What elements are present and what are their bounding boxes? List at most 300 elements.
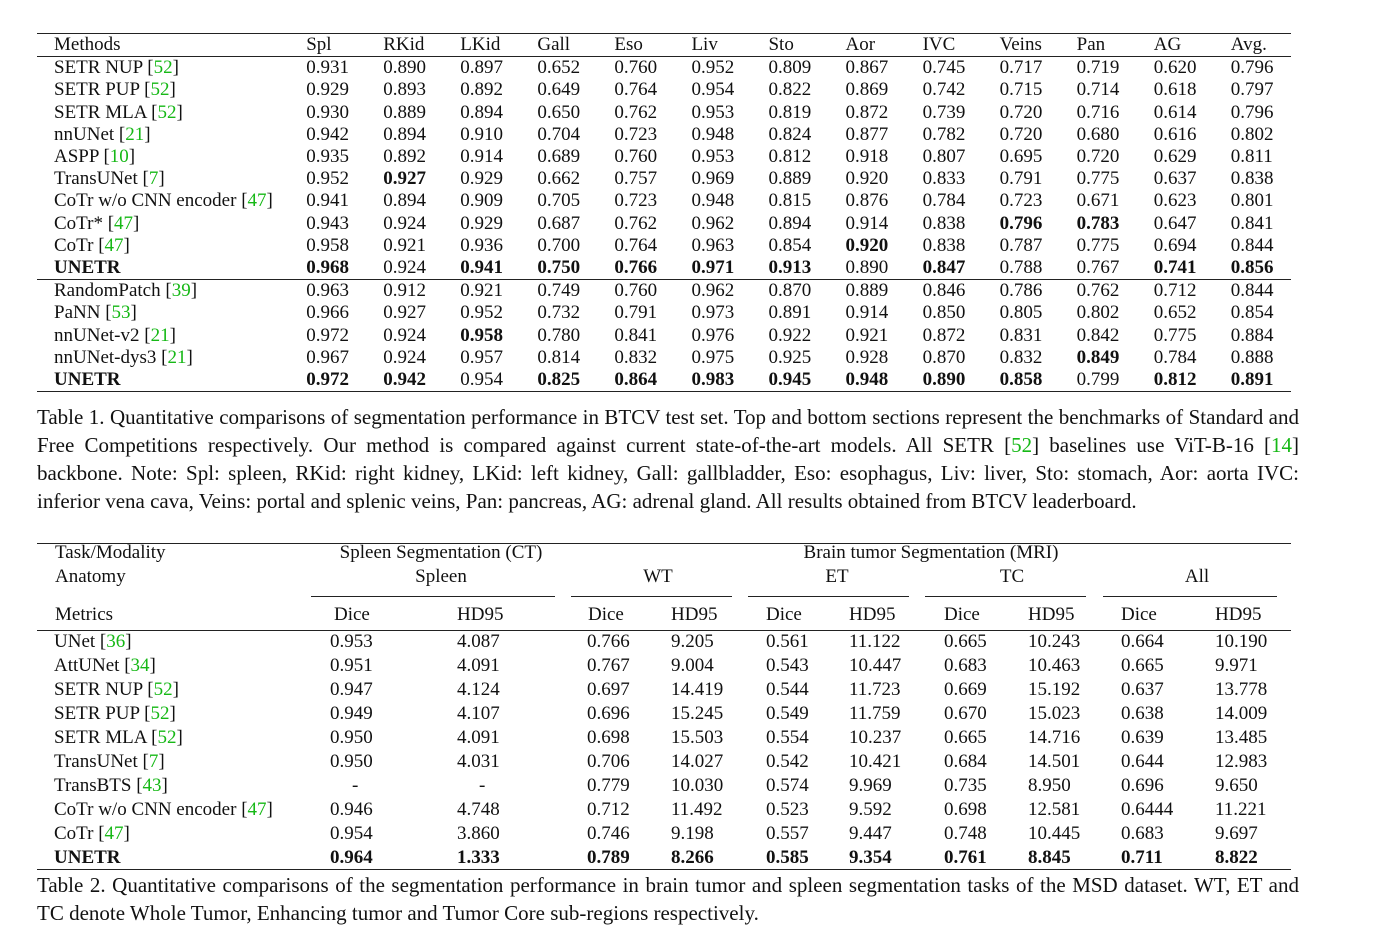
table-cell: 0.715 [999,79,1043,101]
table-row [37,369,1291,392]
table-cell: 0.918 [845,146,889,168]
table-cell: 0.914 [845,212,889,234]
table-cell: 9.650 [1215,775,1258,796]
table-cell: 0.954 [460,369,504,391]
table-cell: 0.561 [766,631,809,652]
table-cell: 14.419 [671,679,724,700]
table-cell: 0.884 [1230,324,1274,346]
table-cell: 0.958 [306,234,349,256]
method-label: ASPP [54,146,99,168]
table-cell: 15.192 [1028,679,1081,700]
table-cell: 8.950 [1028,775,1071,796]
table-cell: 0.782 [922,123,966,145]
method-label: CoTr* [54,212,103,234]
table-cell: 0.966 [306,302,349,324]
table-cell: 0.870 [768,280,812,302]
table-2-caption: Table 2. Quantitative comparisons of the segmentation performance in brain tumor and spleen segmentation tasks of the MSD dataset. WT, ET and TC denote Whole Tumor, Enhancing tumor and Tumor Core sub-regions respectively. [37,873,1299,925]
table-cell: 0.543 [766,655,809,676]
table-cell: 0.697 [587,679,630,700]
table-cell: 0.947 [330,679,373,700]
table-cell: 0.921 [845,324,889,346]
table-cell: 0.544 [766,679,809,700]
table-row [37,702,1291,726]
table-cell: 0.557 [766,823,809,844]
table-cell: 0.766 [614,257,658,279]
table-cell: 0.889 [383,101,426,123]
table-cell: 0.858 [999,369,1043,391]
citation-link[interactable]: 47 [104,234,124,256]
table-1-standard-section [37,57,1291,280]
table-cell: 0.549 [766,703,809,724]
caption-text: Table 1. Quantitative comparisons of segmentation performance in BTCV test set. Top and bottom sections represent the benchmarks of Standard and Free Competitions respectively. Our method is compared against current state-of-the-art models. All SETR [37,405,1299,457]
table-cell: 0.694 [1153,234,1197,256]
spleen-anatomy-header: Spleen [415,566,467,587]
table-cell: 0.891 [768,302,812,324]
table-cell: 0.948 [691,123,735,145]
table-cell: 0.723 [614,123,658,145]
table-cell: 0.671 [1076,190,1120,212]
table-cell: 0.890 [922,369,966,391]
table-row [37,654,1291,678]
table-cell: 0.786 [999,280,1043,302]
table-cell: 0.623 [1153,190,1197,212]
table-cell: 0.877 [845,123,889,145]
table-row [37,124,1291,146]
wt-cmidrule [571,596,732,597]
table-cell: 0.976 [691,324,735,346]
table-cell: 0.815 [768,190,812,212]
table-cell: 15.503 [671,727,724,748]
table-cell: 0.796 [1230,101,1274,123]
column-header-ag: AG [1153,34,1182,55]
column-header-lkid: LKid [460,34,501,55]
table-cell: 10.445 [1028,823,1081,844]
method-name: CoTr* [47] [54,212,140,234]
table-cell: 0.767 [587,655,630,676]
table-cell: 0.953 [691,146,735,168]
table-cell: 0.796 [999,212,1043,234]
table-cell: 0.696 [587,703,630,724]
table-cell: 0.948 [845,369,889,391]
table-cell: 0.969 [691,168,735,190]
citation-link[interactable]: 21 [150,324,170,346]
table-cell: 0.665 [944,727,987,748]
table-cell: 9.697 [1215,823,1258,844]
table-cell: 0.929 [460,168,504,190]
column-header-sto: Sto [768,34,794,55]
table-cell: 0.748 [944,823,987,844]
table-cell: 0.958 [460,324,504,346]
table-cell: 9.198 [671,823,714,844]
wt-hd95-header: HD95 [671,604,718,625]
table-cell: 0.704 [537,123,581,145]
spleen-dice-header: Dice [334,604,370,625]
column-header-eso: Eso [614,34,643,55]
table-cell: 14.009 [1215,703,1268,724]
table-cell: 10.463 [1028,655,1081,676]
caption-text: baselines use ViT-B-16 [1039,433,1264,457]
citation-link[interactable]: 52 [157,101,177,123]
table-cell: 10.447 [849,655,902,676]
table-cell: 0.876 [845,190,889,212]
table-cell: 0.639 [1121,727,1164,748]
table-cell: 0.665 [1121,655,1164,676]
et-dice-header: Dice [766,604,802,625]
citation-link[interactable]: 47 [247,190,267,212]
method-name: TransUNet [7] [54,168,165,190]
table-cell: 0.664 [1121,631,1164,652]
table-cell: 0.952 [691,57,735,79]
all-dice-header: Dice [1121,604,1157,625]
table-cell: 0.964 [330,847,373,868]
table-cell: 0.711 [1121,847,1163,868]
table-cell: 0.554 [766,727,809,748]
table-cell: 0.897 [460,57,504,79]
table-cell: 0.712 [587,799,630,820]
tc-header: TC [999,566,1025,587]
table-cell: 0.927 [383,302,426,324]
table-cell: 0.928 [845,346,889,368]
table-cell: 0.760 [614,57,658,79]
table-cell: 0.950 [330,727,373,748]
table-cell: 0.952 [306,168,349,190]
table-cell: 0.894 [768,212,812,234]
citation-link[interactable]: 10 [109,146,129,168]
table-cell: 0.680 [1076,123,1120,145]
table-cell: 0.637 [1121,679,1164,700]
table-cell: 0.931 [306,57,349,79]
table-cell: 0.942 [383,369,426,391]
citation-link[interactable]: 52 [157,727,177,748]
citation-link[interactable]: 52 [1011,433,1033,457]
table-cell: 0.683 [1121,823,1164,844]
method-label: PaNN [54,302,101,324]
table-cell: 4.107 [457,703,500,724]
citation-link[interactable]: 14 [1271,433,1292,457]
table-cell: 0.890 [383,57,426,79]
table-cell: 0.805 [999,302,1043,324]
table-cell: 0.948 [691,190,735,212]
citation-link[interactable]: 53 [111,302,131,324]
table-cell: 0.891 [1230,369,1274,391]
method-label: AttUNet [54,655,120,676]
table-cell: 0.775 [1153,324,1197,346]
method-name [37,257,306,280]
method-label: nnUNet [54,123,115,145]
table-row [37,302,1291,324]
method-label: SETR PUP [54,79,140,101]
table-cell: 0.856 [1230,257,1274,279]
table-cell: 9.969 [849,775,892,796]
method-name: TransBTS [43] [54,775,168,796]
table-cell: 0.950 [330,751,373,772]
table-cell: 0.924 [383,257,426,279]
table-cell: 0.767 [1076,257,1120,279]
table-cell: 0.665 [944,631,987,652]
table-cell: 0.927 [383,168,426,190]
table-cell: 8.845 [1028,847,1071,868]
et-cmidrule [748,596,909,597]
table-cell: 0.869 [845,79,889,101]
method-label: SETR MLA [54,101,147,123]
table-row [37,79,1291,101]
table-cell: 0.735 [944,775,987,796]
table-cell: 0.652 [1153,302,1197,324]
table-cell: 0.973 [691,302,735,324]
citation-link[interactable]: 52 [153,57,173,79]
table-cell: 0.761 [944,847,987,868]
table-cell: 0.953 [330,631,373,652]
method-name: CoTr w/o CNN encoder [47] [54,799,273,820]
table-cell: 0.637 [1153,168,1197,190]
table-row [37,347,1291,369]
table-cell: 10.421 [849,751,902,772]
citation-link[interactable]: 47 [247,799,267,820]
citation-link[interactable]: 34 [130,655,150,676]
citation-link[interactable]: 39 [171,280,191,302]
table-cell: 0.841 [1230,212,1274,234]
table-cell: 0.968 [306,257,349,279]
table-cell: 0.695 [999,146,1043,168]
table-cell: 0.647 [1153,212,1197,234]
table-cell: 0.764 [614,234,658,256]
table-cell: 0.819 [768,101,812,123]
table-cell: 0.847 [922,257,966,279]
column-header-pan: Pan [1076,34,1106,55]
table-cell: 0.698 [944,799,987,820]
table-cell: 0.784 [1153,346,1197,368]
citation-link[interactable]: 7 [148,168,159,190]
table-cell: 0.920 [845,168,889,190]
table-cell: 0.892 [460,79,504,101]
method-label: CoTr w/o CNN encoder [54,799,237,820]
table-cell: 11.723 [849,679,901,700]
table-cell: 0.652 [537,57,581,79]
table-cell: 0.696 [1121,775,1164,796]
table-cell: 0.936 [460,234,504,256]
table-row [37,774,1291,798]
table-cell: 0.620 [1153,57,1197,79]
method-name: SETR MLA [52] [54,101,183,123]
table-cell: 0.924 [383,212,426,234]
column-header-veins: Veins [999,34,1042,55]
table-cell: 0.957 [460,346,504,368]
table-cell: 0.712 [1153,280,1197,302]
table-cell: 12.983 [1215,751,1268,772]
table-cell: 0.775 [1076,234,1120,256]
table-cell: 10.243 [1028,631,1081,652]
table-cell: 0.809 [768,57,812,79]
table-cell: 0.797 [1230,79,1274,101]
method-label: CoTr [54,823,94,844]
citation-link[interactable]: 36 [106,631,126,652]
wt-dice-header: Dice [588,604,624,625]
table-cell: 0.760 [614,280,658,302]
table-cell: 0.812 [1153,369,1197,391]
table-cell: 0.780 [537,324,581,346]
table-row [37,57,1291,80]
method-label: nnUNet-v2 [54,324,140,346]
table-cell: 11.221 [1215,799,1267,820]
table-cell: 0.670 [944,703,987,724]
citation-link[interactable]: 21 [125,123,145,145]
table-cell: 0.717 [999,57,1043,79]
table-cell: 0.922 [768,324,812,346]
table-cell: 9.004 [671,655,714,676]
table-cell: 9.447 [849,823,892,844]
table-cell: 0.723 [614,190,658,212]
tc-hd95-header: HD95 [1028,604,1075,625]
table-cell: 0.935 [306,146,349,168]
table-cell: 13.778 [1215,679,1268,700]
table-cell: 9.205 [671,631,714,652]
citation-link[interactable]: 47 [114,212,134,234]
table-cell: 15.245 [671,703,724,724]
method-name: SETR NUP [52] [54,57,179,79]
table-cell: 3.860 [457,823,500,844]
column-header-ivc: IVC [922,34,956,55]
method-name: TransUNet [7] [54,751,165,772]
column-header-methods: Methods [54,34,121,55]
spleen-task-header: Spleen Segmentation (CT) [339,542,543,563]
table-cell: 0.983 [691,369,735,391]
table-cell: 0.788 [999,257,1043,279]
table-cell: 11.759 [849,703,901,724]
table-row [37,235,1291,257]
table-cell: 0.910 [460,123,504,145]
caption-text: backbone. Note: Spl: spleen, RKid: right kidney, LKid: left kidney, Gall: gallbladder, Eso: esophagus, Liv: liver, Sto: stomach, Aor: aorta IVC: inferior vena cava, Veins: portal and splenic veins, Pan: pancreas, AG: adrenal gland. All results obtained from BTCV leaderboard. [37,461,1299,513]
table-cell: 0.831 [999,324,1043,346]
table-cell: 0.687 [537,212,581,234]
table-cell: 0.6444 [1121,799,1174,820]
table-cell: 0.846 [922,280,966,302]
table-cell: 0.812 [768,146,812,168]
table-cell: 0.867 [845,57,889,79]
table-cell: 0.811 [1230,146,1273,168]
table-cell: 0.893 [383,79,426,101]
table-cell: 0.972 [306,324,349,346]
table-cell: 0.638 [1121,703,1164,724]
table-cell: 0.746 [587,823,630,844]
citation-link[interactable]: 7 [148,751,159,772]
all-header: All [1184,566,1210,587]
table-cell: 0.644 [1121,751,1164,772]
table-cell: 0.889 [768,168,812,190]
table-row [37,213,1291,235]
table-cell: 14.027 [671,751,724,772]
table-cell: 0.574 [766,775,809,796]
table-cell: 0.849 [1076,346,1120,368]
table-cell: 0.683 [944,655,987,676]
citation-link[interactable]: 47 [104,823,124,844]
citation-link[interactable]: 52 [153,679,173,700]
table-cell: 0.963 [306,280,349,302]
table-1-header [37,34,1291,57]
column-header-rkid: RKid [383,34,425,55]
table-cell: 0.801 [1230,190,1274,212]
table-cell: 0.720 [999,101,1043,123]
table-cell: 4.091 [457,655,500,676]
table-row [37,750,1291,774]
table-cell: 0.698 [587,727,630,748]
table-cell: 0.930 [306,101,349,123]
table-cell: 0.892 [383,146,426,168]
table-cell: 4.124 [457,679,500,700]
method-name: SETR PUP [52] [54,79,176,101]
citation-link[interactable]: 52 [150,703,170,724]
table-cell: 0.913 [768,257,812,279]
all-cmidrule [1103,596,1277,597]
table-cell: 0.799 [1076,369,1120,391]
table-cell: 0.779 [587,775,630,796]
table-cell: 0.854 [1230,302,1274,324]
table-cell: 0.684 [944,751,987,772]
table-row [37,798,1291,822]
all-hd95-header: HD95 [1215,604,1262,625]
column-header-liv: Liv [691,34,718,55]
table-cell: 0.542 [766,751,809,772]
table-cell: 9.971 [1215,655,1258,676]
anatomy-label: Anatomy [55,566,126,587]
table-cell: 0.872 [845,101,889,123]
table-cell: 0.618 [1153,79,1197,101]
table-cell: 0.784 [922,190,966,212]
table-cell: 0.650 [537,101,581,123]
table-cell: 0.912 [383,280,426,302]
table-cell: 0.841 [614,324,658,346]
table-cell: 0.844 [1230,280,1274,302]
citation-link[interactable]: 52 [150,79,170,101]
table-cell: 0.802 [1076,302,1120,324]
table-cell: 0.941 [306,190,349,212]
table-cell: 11.492 [671,799,723,820]
table-cell: 0.864 [614,369,658,391]
method-label: TransBTS [54,775,132,796]
table-cell: 4.087 [457,631,500,652]
method-name: SETR PUP [52] [54,703,176,724]
table-cell: 8.266 [671,847,714,868]
table-cell: 0.833 [922,168,966,190]
table-cell: 0.972 [306,369,349,391]
metrics-label: Metrics [55,604,114,625]
table-cell: - [479,775,486,796]
table-cell: 0.954 [691,79,735,101]
table-row [37,325,1291,347]
table-cell: 10.030 [671,775,724,796]
table-cell: 0.614 [1153,101,1197,123]
table-2-bottom-rule [37,869,1291,870]
method-name: nnUNet-v2 [21] [54,324,176,346]
table-cell: 0.807 [922,146,966,168]
table-row [37,630,1291,654]
table-cell: 0.814 [537,346,581,368]
method-label: SETR NUP [54,57,143,79]
table-cell: 0.789 [587,847,630,868]
citation-link[interactable]: 43 [142,775,162,796]
table-cell: 0.914 [845,302,889,324]
method-name: UNet [36] [54,631,132,652]
table-cell: 0.745 [922,57,966,79]
table-cell: 0.954 [330,823,373,844]
table-cell: 0.925 [768,346,812,368]
table-cell: 0.787 [999,234,1043,256]
table-cell: 0.838 [922,212,966,234]
table-cell: 0.791 [999,168,1043,190]
table-cell: 0.949 [330,703,373,724]
table-row [37,678,1291,702]
citation-link[interactable]: 21 [167,346,187,368]
wt-header: WT [643,566,673,587]
